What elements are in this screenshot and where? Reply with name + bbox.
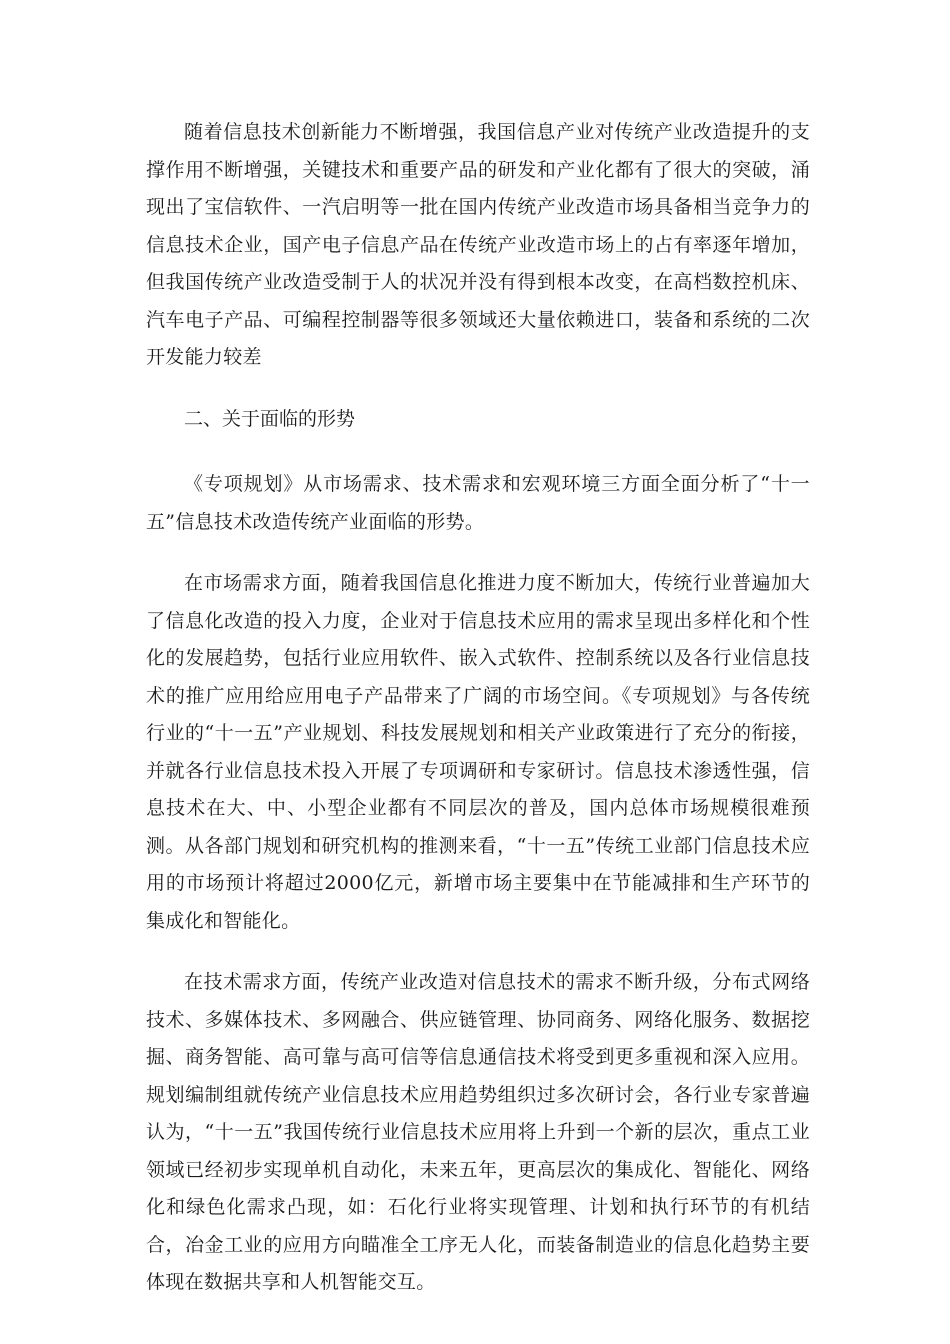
paragraph-market-demand: 在市场需求方面，随着我国信息化推进力度不断加大，传统行业普遍加大了信息化改造的投入力度，企业对于信息技术应用的需求呈现出多样化和个性化的发展趋势，包括行业应用软件、嵌入式软件、控制系统以及各行业信息技术的推广应用给应用电子产品带来了广阔的市场空间。《专项规划》与各传统行业的“十一五”产业规划、科技发展规划和相关产业政策进行了充分的衔接，并就各行业信息技术投入开展了专项调研和专家研讨。信息技术渗透性强，信息技术在大、中、小型企业都有不同层次的普及，国内总体市场规模很难预测。从各部门规划和研究机构的推测来看，“十一五”传统工业部门信息技术应用的市场预计将超过2000亿元，新增市场主要集中在节能减排和生产环节的集成化和智能化。 — [146, 572, 810, 932]
paragraph-technology-demand: 在技术需求方面，传统产业改造对信息技术的需求不断升级，分布式网络技术、多媒体技术、多网融合、供应链管理、协同商务、网络化服务、数据挖掘、商务智能、高可靠与高可信等信息通信技术将受到更多重视和深入应用。规划编制组就传统产业信息技术应用趋势组织过多次研讨会，各行业专家普遍认为，“十一五”我国传统行业信息技术应用将上升到一个新的层次，重点工业领域已经初步实现单机自动化，未来五年，更高层次的集成化、智能化、网络化和绿色化需求凸现，如：石化行业将实现管理、计划和执行环节的有机结合，冶金工业的应用方向瞄准全工序无人化，而装备制造业的信息化趋势主要体现在数据共享和人机智能交互。 — [146, 971, 810, 1293]
section-heading-situation: 二、关于面临的形势 — [184, 407, 356, 430]
paragraph-support-role: 随着信息技术创新能力不断增强，我国信息产业对传统产业改造提升的支撑作用不断增强，关键技术和重要产品的研发和产业化都有了很大的突破，涌现出了宝信软件、一汽启明等一批在国内传统产业改造市场具备相当竞争力的信息技术企业，国产电子信息产品在传统产业改造市场上的占有率逐年增加，但我国传统产业改造受制于人的状况并没有得到根本改变，在高档数控机床、汽车电子产品、可编程控制器等很多领域还大量依赖进口，装备和系统的二次开发能力较差 — [146, 121, 810, 368]
document-page — [146, 114, 810, 1302]
paragraph-overview: 《专项规划》从市场需求、技术需求和宏观环境三方面全面分析了“十一五”信息技术改造传统产业面临的形势。 — [146, 473, 810, 533]
